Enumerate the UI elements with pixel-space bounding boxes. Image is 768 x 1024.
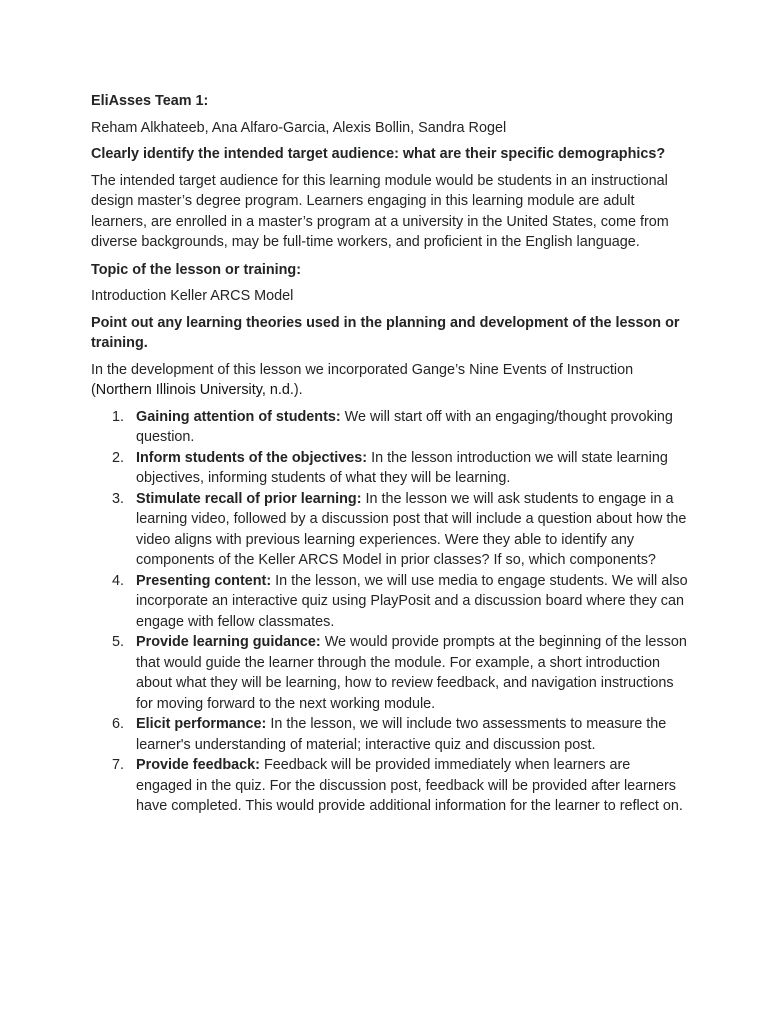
list-item [91, 632, 688, 714]
list-item-text: In the lesson, we will include two assessments to measure the learner's understanding of material; interactive quiz and discussion post. [136, 716, 667, 753]
list-item-number: 6. [112, 716, 125, 732]
topic-question: Topic of the lesson or training: [91, 261, 301, 278]
list-item [91, 489, 688, 571]
list-item-text: We will start off with an engaging/thought provoking question. [136, 408, 673, 445]
list-item-number: 4. [112, 572, 125, 589]
list-item [91, 448, 688, 489]
team-heading: EliAsses Team 1: [91, 93, 209, 109]
list-item-text: In the lesson introduction we will state learning objectives, informing students of what they will be learning. [136, 449, 668, 486]
list-item [91, 407, 688, 448]
list-item-title: Elicit performance: [136, 716, 267, 732]
list-item-title: Provide learning guidance: [136, 634, 321, 650]
theories-intro-close: ). [293, 382, 303, 398]
list-item-text: We would provide prompts at the beginning of the lesson that would guide the learner through the module. For example, a short introduction about what they will be learning, how to review feedback, and navigation instructions for moving forward to the next working module. [136, 634, 687, 712]
list-item-text: In the lesson we will ask students to engage in a learning video, followed by a discussion post that will include a question about how the video aligns with previous learning experiences. Were they able to identify any components of the Keller ARCS Model in prior classes? If so, which components? [136, 490, 687, 568]
list-item-title: Provide feedback: [136, 757, 260, 773]
theories-intro [91, 360, 688, 401]
theories-citation: Northern Illinois University, n.d. [95, 382, 294, 398]
list-item [91, 755, 688, 817]
audience-answer: The intended target audience for this learning module would be students in an instructional design master’s degree program. Learners engaging in this learning module are adult learners, are enrolled in a master’s program at a university in the United States, come from diverse backgrounds, may be full-time workers, and proficient in the English language. [91, 172, 669, 250]
list-item-number: 1. [112, 408, 125, 425]
list-item-number: 2. [112, 449, 125, 466]
theories-question: Point out any learning theories used in the planning and development of the lesson or training. [91, 314, 680, 351]
list-item [91, 571, 688, 633]
list-item-title: Gaining attention of students: [136, 408, 341, 425]
audience-question: Clearly identify the intended target audience: what are their specific demographics? [91, 146, 666, 162]
list-item-number: 5. [112, 634, 125, 650]
list-item-number: 3. [112, 490, 125, 507]
list-item-title: Presenting content: [136, 572, 272, 589]
list-item [91, 714, 688, 755]
theories-intro-text: In the development of this lesson we incorporated Gange’s Nine Events of Instruction ( [91, 361, 634, 398]
topic-answer: Introduction Keller ARCS Model [91, 288, 294, 304]
list-item-title: Stimulate recall of prior learning: [136, 490, 362, 507]
list-item-text: In the lesson, we will use media to engage students. We will also incorporate an interactive quiz using PlayPosit and a discussion board where they can engage with fellow classmates. [136, 572, 688, 630]
nine-events-list [91, 407, 688, 817]
list-item-title: Inform students of the objectives: [136, 449, 368, 466]
list-item-text: Feedback will be provided immediately when learners are engaged in the quiz. For the discussion post, feedback will be provided after learners have completed. This would provide additional information for the learner to reflect on. [136, 757, 683, 814]
list-item-number: 7. [112, 757, 125, 773]
author-list: Reham Alkhateeb, Ana Alfaro-Garcia, Alexis Bollin, Sandra Rogel [91, 119, 507, 136]
